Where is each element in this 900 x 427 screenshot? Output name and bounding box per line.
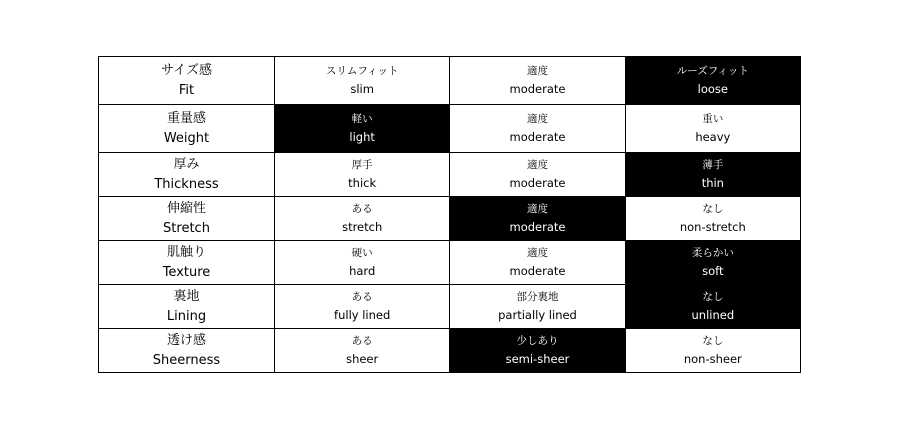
rating-jp: 重い <box>702 112 724 125</box>
rating-cell-selected <box>625 153 800 197</box>
rating-cell <box>275 57 450 105</box>
rating-en: partially lined <box>498 308 577 322</box>
rating-cell <box>275 153 450 197</box>
rating-cell <box>450 153 625 197</box>
rating-en: moderate <box>509 130 566 144</box>
rating-jp: 柔らかい <box>691 246 734 259</box>
spec-row-texture <box>99 241 801 285</box>
row-label <box>99 57 275 105</box>
row-label-jp: サイズ感 <box>161 63 212 78</box>
spec-row-thickness <box>99 153 801 197</box>
spec-table-body <box>99 57 801 373</box>
rating-cell <box>450 105 625 153</box>
rating-en: non-stretch <box>679 220 746 234</box>
rating-jp: 厚手 <box>351 158 373 171</box>
rating-jp: 適度 <box>526 202 548 215</box>
rating-cell <box>275 329 450 373</box>
rating-jp: なし <box>702 334 724 347</box>
row-label-jp: 裏地 <box>173 289 200 304</box>
rating-jp: ある <box>351 290 373 303</box>
rating-cell-selected <box>625 241 800 285</box>
rating-jp: 薄手 <box>702 158 724 171</box>
rating-en: moderate <box>509 176 566 190</box>
rating-en: heavy <box>695 130 731 144</box>
row-label <box>99 153 275 197</box>
rating-jp: 硬い <box>351 246 373 259</box>
rating-cell-selected <box>450 329 625 373</box>
rating-cell-selected <box>450 197 625 241</box>
rating-cell <box>450 241 625 285</box>
rating-cell <box>275 241 450 285</box>
rating-en: stretch <box>342 220 383 234</box>
rating-jp: 部分裏地 <box>516 290 559 303</box>
rating-jp: 適度 <box>526 246 548 259</box>
rating-jp: なし <box>702 202 724 215</box>
rating-en: slim <box>350 82 374 96</box>
rating-en: light <box>349 130 375 144</box>
row-label-jp: 重量感 <box>166 111 206 126</box>
rating-en: non-sheer <box>683 352 742 366</box>
rating-cell <box>625 197 800 241</box>
rating-jp: ある <box>351 334 373 347</box>
rating-jp: 適度 <box>526 158 548 171</box>
row-label-en: Fit <box>178 83 195 98</box>
row-label <box>99 197 275 241</box>
rating-jp: 少しあり <box>516 334 559 347</box>
rating-en: moderate <box>509 82 566 96</box>
rating-cell <box>275 197 450 241</box>
rating-en: sheer <box>346 352 379 366</box>
rating-en: unlined <box>691 308 735 322</box>
rating-cell <box>275 285 450 329</box>
rating-jp: 軽い <box>351 112 373 125</box>
row-label-jp: 厚み <box>173 157 200 172</box>
rating-en: loose <box>697 82 728 96</box>
row-label <box>99 285 275 329</box>
rating-jp: なし <box>702 290 724 303</box>
row-label <box>99 105 275 153</box>
rating-jp: ある <box>351 202 373 215</box>
rating-cell <box>450 285 625 329</box>
rating-en: thin <box>701 176 724 190</box>
rating-en: moderate <box>509 264 566 278</box>
rating-en: thick <box>348 176 377 190</box>
row-label-en: Lining <box>166 309 207 324</box>
rating-jp: ルーズフィット <box>676 64 749 77</box>
row-label-jp: 透け感 <box>166 333 206 348</box>
rating-cell-selected <box>625 285 800 329</box>
row-label-en: Thickness <box>154 177 219 192</box>
rating-cell <box>625 329 800 373</box>
spec-row-fit <box>99 57 801 105</box>
rating-cell-selected <box>275 105 450 153</box>
row-label <box>99 241 275 285</box>
rating-jp: 適度 <box>526 64 548 77</box>
rating-en: semi-sheer <box>505 352 570 366</box>
rating-en: moderate <box>509 220 566 234</box>
row-label <box>99 329 275 373</box>
product-spec-table <box>98 56 801 373</box>
rating-en: hard <box>349 264 376 278</box>
rating-jp: スリムフィット <box>325 64 399 77</box>
spec-row-weight <box>99 105 801 153</box>
spec-row-lining <box>99 285 801 329</box>
rating-cell <box>450 57 625 105</box>
row-label-en: Stretch <box>163 221 210 236</box>
rating-cell-selected <box>625 57 800 105</box>
row-label-en: Sheerness <box>152 353 221 368</box>
rating-cell <box>625 105 800 153</box>
row-label-jp: 肌触り <box>166 245 206 260</box>
spec-row-stretch <box>99 197 801 241</box>
rating-jp: 適度 <box>526 112 548 125</box>
row-label-en: Weight <box>163 131 210 146</box>
spec-row-sheerness <box>99 329 801 373</box>
row-label-jp: 伸縮性 <box>166 201 206 216</box>
row-label-en: Texture <box>162 265 211 280</box>
rating-en: soft <box>702 264 724 278</box>
rating-en: fully lined <box>334 308 391 322</box>
